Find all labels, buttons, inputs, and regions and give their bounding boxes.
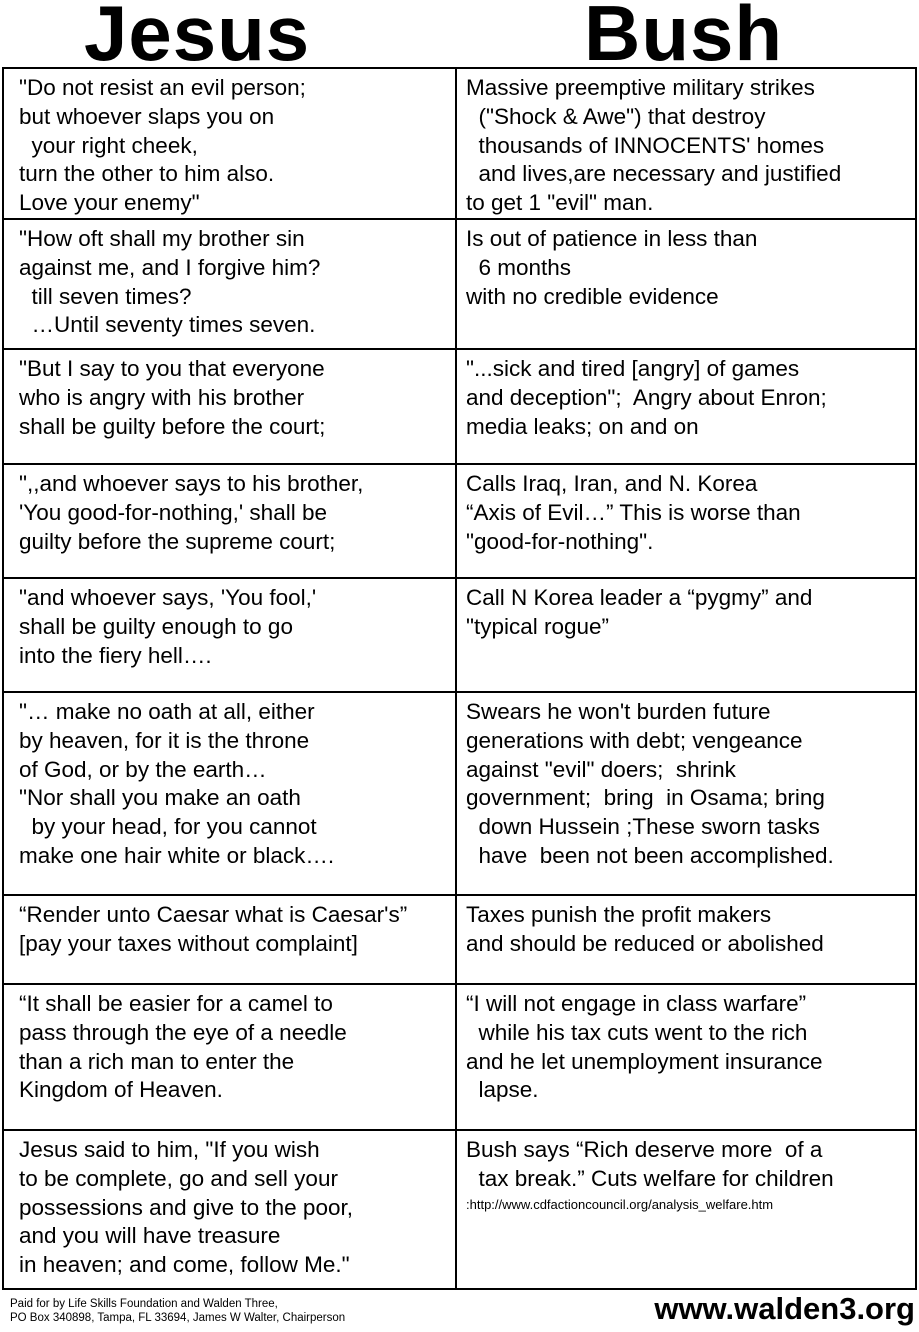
comparison-row xyxy=(3,578,916,692)
comparison-row xyxy=(3,68,916,219)
comparison-row xyxy=(3,984,916,1130)
jesus-quote-line: "Nor shall you make an oath xyxy=(19,785,301,811)
bush-column-title: Bush xyxy=(584,0,783,77)
jesus-quote-line: Kingdom of Heaven. xyxy=(19,1077,223,1103)
jesus-quote-line: "… make no oath at all, either xyxy=(19,698,315,724)
jesus-quote-line: your right cheek, xyxy=(19,132,198,158)
bush-action-line: Is out of patience in less than xyxy=(466,225,758,251)
bush-action-cell xyxy=(456,895,916,984)
jesus-quote-cell xyxy=(3,349,456,464)
jesus-quote-line: …Until seventy times seven. xyxy=(19,312,316,338)
bush-action-line: generations with debt; vengeance xyxy=(466,727,803,753)
paid-for-disclaimer xyxy=(10,1297,345,1325)
paid-for-line-2: PO Box 340898, Tampa, FL 33694, James W Walter, Chairperson xyxy=(10,1312,346,1324)
bush-action-line: and he let unemployment insurance xyxy=(466,1048,823,1074)
jesus-quote-line: "and whoever says, 'You fool,' xyxy=(19,584,317,610)
jesus-quote-line: till seven times? xyxy=(19,283,192,309)
bush-action-line: “Axis of Evil…” This is worse than xyxy=(466,499,801,525)
jesus-quote-line: "But I say to you that everyone xyxy=(19,355,325,381)
bush-action-line: have been not been accomplished. xyxy=(466,842,834,868)
bush-action-line: lapse. xyxy=(466,1077,539,1103)
jesus-quote-line: but whoever slaps you on xyxy=(19,103,275,129)
jesus-quote-line: guilty before the supreme court; xyxy=(19,528,336,554)
comparison-row xyxy=(3,1130,916,1289)
bush-action-line: down Hussein ;These sworn tasks xyxy=(466,814,820,840)
bush-action-line: "good-for-nothing". xyxy=(466,528,654,554)
comparison-table xyxy=(2,67,917,1290)
jesus-quote-cell xyxy=(3,578,456,692)
bush-action-cell xyxy=(456,984,916,1130)
bush-action-line: tax break.” Cuts welfare for children xyxy=(466,1165,834,1191)
jesus-quote-line: than a rich man to enter the xyxy=(19,1048,295,1074)
bush-action-line: and deception"; Angry about Enron; xyxy=(466,384,827,410)
jesus-quote-line: of God, or by the earth… xyxy=(19,756,267,782)
bush-action-cell xyxy=(456,68,916,219)
bush-action-cell xyxy=(456,219,916,349)
bush-action-line: media leaks; on and on xyxy=(466,413,699,439)
jesus-quote-cell xyxy=(3,464,456,578)
jesus-quote-line: "How oft shall my brother sin xyxy=(19,225,305,251)
jesus-quote-cell xyxy=(3,895,456,984)
jesus-quote-line: make one hair white or black…. xyxy=(19,842,335,868)
jesus-quote-line: into the fiery hell…. xyxy=(19,642,212,668)
jesus-quote-line: “It shall be easier for a camel to xyxy=(19,990,333,1016)
jesus-quote-line: in heaven; and come, follow Me." xyxy=(19,1252,350,1278)
bush-action-line: to get 1 "evil" man. xyxy=(466,190,654,216)
bush-action-line: and should be reduced or abolished xyxy=(466,930,824,956)
bush-action-line: Calls Iraq, Iran, and N. Korea xyxy=(466,470,758,496)
jesus-quote-cell xyxy=(3,692,456,895)
jesus-quote-line: 'You good-for-nothing,' shall be xyxy=(19,499,327,525)
bush-action-cell xyxy=(456,1130,916,1289)
jesus-quote-line: ",,and whoever says to his brother, xyxy=(19,470,364,496)
jesus-quote-cell xyxy=(3,984,456,1130)
jesus-quote-line: Jesus said to him, "If you wish xyxy=(19,1136,320,1162)
bush-action-line: Call N Korea leader a “pygmy” and xyxy=(466,584,813,610)
bush-action-line: "...sick and tired [angry] of games xyxy=(466,355,800,381)
comparison-row xyxy=(3,895,916,984)
jesus-quote-cell xyxy=(3,68,456,219)
jesus-quote-line: shall be guilty before the court; xyxy=(19,413,326,439)
jesus-quote-line: [pay your taxes without complaint] xyxy=(19,930,358,956)
comparison-row xyxy=(3,219,916,349)
bush-action-line: and lives,are necessary and justified xyxy=(466,161,842,187)
bush-action-line: Bush says “Rich deserve more of a xyxy=(466,1136,823,1162)
website-link[interactable]: www.walden3.org xyxy=(654,1291,915,1326)
jesus-quote-line: who is angry with his brother xyxy=(19,384,305,410)
comparison-row xyxy=(3,349,916,464)
bush-action-line: "typical rogue” xyxy=(466,613,610,639)
jesus-quote-cell xyxy=(3,1130,456,1289)
bush-action-line: while his tax cuts went to the rich xyxy=(466,1019,808,1045)
column-headers xyxy=(0,0,919,77)
bush-action-line: Swears he won't burden future xyxy=(466,698,771,724)
jesus-quote-line: shall be guilty enough to go xyxy=(19,613,293,639)
jesus-quote-line: by your head, for you cannot xyxy=(19,814,317,840)
jesus-quote-line: “Render unto Caesar what is Caesar's” xyxy=(19,901,408,927)
bush-action-line: Taxes punish the profit makers xyxy=(466,901,772,927)
jesus-quote-line: against me, and I forgive him? xyxy=(19,254,321,280)
jesus-quote-line: and you will have treasure xyxy=(19,1223,281,1249)
bush-action-cell xyxy=(456,578,916,692)
jesus-quote-line: to be complete, go and sell your xyxy=(19,1165,338,1191)
paid-for-line-1: Paid for by Life Skills Foundation and Walden Three, xyxy=(10,1298,278,1310)
jesus-column-title: Jesus xyxy=(84,0,311,77)
jesus-quote-line: pass through the eye of a needle xyxy=(19,1019,347,1045)
bush-action-line: with no credible evidence xyxy=(466,283,719,309)
bush-action-cell xyxy=(456,464,916,578)
bush-action-line: “I will not engage in class warfare” xyxy=(466,990,807,1016)
jesus-quote-cell xyxy=(3,219,456,349)
bush-action-cell xyxy=(456,349,916,464)
source-url: :http://www.cdfactioncouncil.org/analysis_welfare.htm xyxy=(466,1196,774,1212)
bush-action-line: 6 months xyxy=(466,254,572,280)
jesus-quote-line: by heaven, for it is the throne xyxy=(19,727,310,753)
bush-action-line: government; bring in Osama; bring xyxy=(466,785,825,811)
comparison-row xyxy=(3,692,916,895)
jesus-quote-line: turn the other to him also. xyxy=(19,161,275,187)
bush-action-line: Massive preemptive military strikes xyxy=(466,75,815,100)
bush-action-line: against "evil" doers; shrink xyxy=(466,756,736,782)
bush-action-line: ("Shock & Awe") that destroy xyxy=(466,103,766,129)
jesus-quote-line: possessions and give to the poor, xyxy=(19,1194,353,1220)
bush-action-cell xyxy=(456,692,916,895)
jesus-quote-line: Love your enemy" xyxy=(19,190,200,216)
jesus-quote-line: "Do not resist an evil person; xyxy=(19,75,306,100)
comparison-row xyxy=(3,464,916,578)
bush-action-line: thousands of INNOCENTS' homes xyxy=(466,132,825,158)
